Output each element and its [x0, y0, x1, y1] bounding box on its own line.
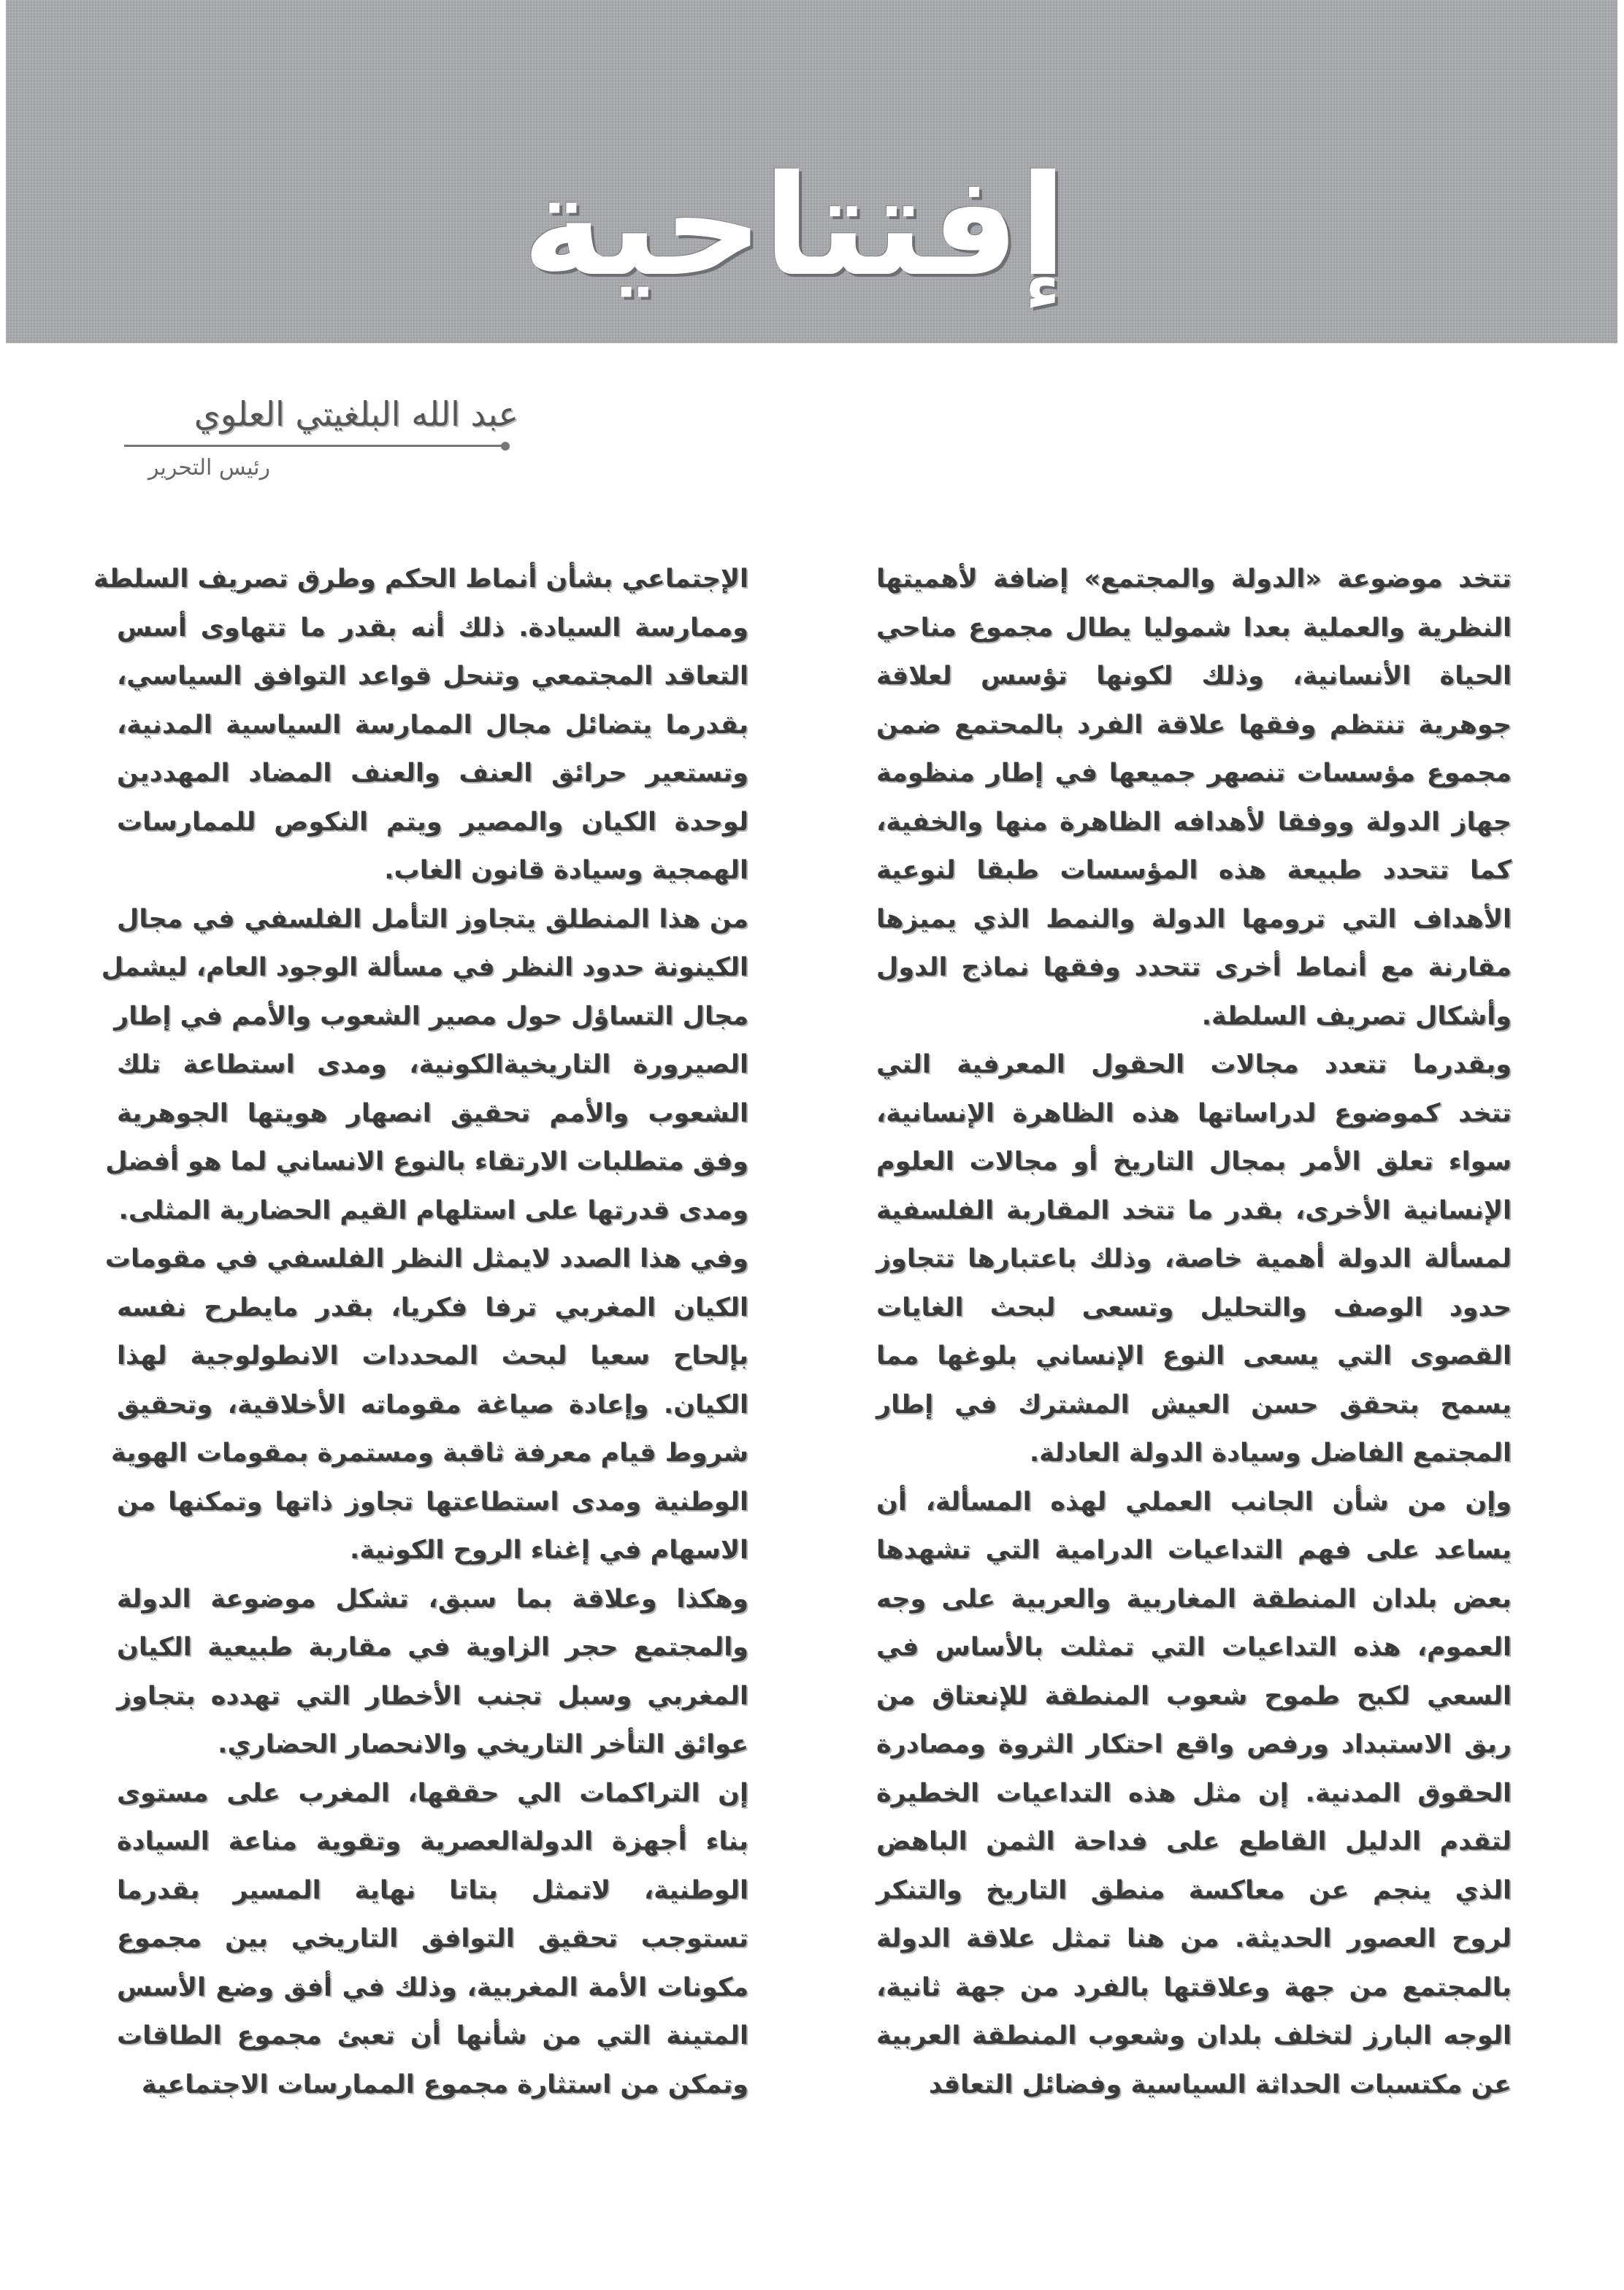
- byline: [110, 391, 518, 484]
- text-line: ربق الاستبداد ورفص واقع احتكار الثروة ومصادرة: [876, 1730, 1512, 1759]
- text-line: وممارسة السيادة. ذلك أنه بقدر ما تتهاوى أسس: [117, 613, 748, 643]
- page-title: إفتتاحية: [522, 145, 1067, 307]
- article-column-left: [93, 555, 748, 2109]
- author-role: رئيس التحرير: [148, 455, 270, 480]
- text-line: يسمح بتحقق حسن العيش المشترك في إطار: [876, 1390, 1512, 1420]
- text-line: لوحدة الكيان والمصير ويتم النكوص للممارسات: [117, 807, 748, 837]
- text-line: الوطنية ومدى استطاعتها تجاوز ذاتها وتمكنها من: [117, 1487, 748, 1517]
- text-line: الحياة الأنسانية، وذلك لكونها تؤسس لعلاقة: [876, 662, 1512, 691]
- text-line: جوهرية تنتظم وفقها علاقة الفرد بالمحتمع ضمن: [876, 710, 1512, 740]
- text-line: الوطنية، لاتمثل بتاتا نهاية المسير بقدرما: [117, 1875, 748, 1905]
- divider-line: [124, 445, 502, 447]
- text-line: الإنسانية الأخرى، بقدر ما تتخد المقاربة الفلسفية: [876, 1195, 1512, 1225]
- text-line: عن مكتسبات الحداثة السياسية وفضائل التعاقد: [928, 2069, 1512, 2099]
- article-paragraph: [104, 1235, 748, 1575]
- text-line: مكونات الأمة المغربية، وذلك في أفق وضع الأسس: [117, 1972, 748, 2002]
- text-line: الذي ينجم عن معاكسة منطق التاريخ والتنكر: [876, 1875, 1512, 1905]
- text-line: وهكذا وعلاقة بما سبق، تشكل موضوعة الدولة: [117, 1584, 748, 1614]
- text-line: لروح العصور الحديثة. من هنا تمثل علاقة الدولة: [876, 1924, 1512, 1953]
- text-line: حدود الوصف والتحليل وتسعى لبحث الغايات: [876, 1293, 1512, 1322]
- text-line: وبقدرما تتعدد مجالات الحقول المعرفية التي: [876, 1050, 1512, 1079]
- text-line: سواء تعلق الأمر بمجال التاريخ أو مجالات العلوم: [876, 1147, 1512, 1176]
- text-line: وإن من شأن الجانب العملي لهذه المسألة، أن: [876, 1487, 1512, 1517]
- text-line: ومدى قدرتها على استلهام القيم الحضارية المثلى.: [118, 1195, 748, 1225]
- text-line: النظرية والعملية بعدا شموليا يطال مجموع مناحي: [876, 613, 1512, 643]
- article-paragraph: [101, 895, 748, 1236]
- header-band: [6, 0, 1617, 343]
- text-line: الكيان. وإعادة صياغة مقوماته الأخلاقية، وتحقيق: [117, 1390, 748, 1420]
- text-line: السعي لكبح طموح شعوب المنطقة للإنعتاق من: [876, 1681, 1512, 1711]
- text-line: المتينة التي من شأنها أن تعبئ مجموع الطاقات: [117, 2021, 748, 2050]
- text-line: العموم، هذه التداعيات التي تمثلت بالأساس في: [876, 1633, 1512, 1662]
- text-line: يساعد على فهم التداعيات الدرامية التي تشهدها: [876, 1536, 1512, 1565]
- article-paragraph: [93, 555, 748, 895]
- text-line: الصيرورة التاريخيةالكونية، ومدى استطاعة تلك: [117, 1050, 748, 1079]
- text-line: الوجه البارز لتخلف بلدان وشعوب المنطقة العربية: [876, 2021, 1512, 2050]
- text-line: المغربي وسبل تجنب الأخطار التي تهدده بتجاوز: [117, 1681, 748, 1711]
- article-paragraph: [876, 1041, 1512, 1478]
- text-line: وفق متطلبات الارتقاء بالنوع الانساني لما هو أفضل: [105, 1147, 748, 1176]
- text-line: مقارنة مع أنماط أخرى تتحدد وفقها نماذج الدول: [876, 953, 1512, 982]
- text-line: الهمجية وسيادة قانون الغاب.: [384, 856, 748, 885]
- text-line: الكينونة حدود النظر في مسألة الوجود العام، ليشمل: [101, 953, 748, 982]
- text-line: القصوى التي يسعى النوع الإنساني بلوغها مما: [876, 1341, 1512, 1371]
- article-paragraph: [117, 1575, 748, 1769]
- text-line: وتستعير حرائق العنف والعنف المضاد المهددين: [117, 759, 748, 788]
- text-line: الشعوب والأمم تحقيق انصهار هويتها الجوهرية: [117, 1098, 748, 1128]
- text-line: الإجتماعي بشأن أنماط الحكم وطرق تصريف السلطة: [93, 564, 748, 594]
- text-line: بعض بلدان المنطقة المغاربية والعربية على وجه: [876, 1584, 1512, 1614]
- text-line: بقدرما يتضائل مجال الممارسة السياسية المدنية،: [117, 710, 748, 740]
- text-line: تتخد موضوعة «الدولة والمجتمع» إضافة لأهميتها: [876, 564, 1512, 594]
- text-line: وفي هذا الصدد لايمثل النظر الفلسفي في مقومات: [104, 1244, 748, 1274]
- divider-dot-icon: [501, 442, 510, 451]
- text-line: بالمجتمع من جهة وعلاقتها بالفرد من جهة ثانية،: [876, 1972, 1512, 2002]
- text-line: التعاقد المجتمعي وتنحل قواعد التوافق السياسي،: [117, 662, 748, 691]
- text-line: جهاز الدولة ووفقا لأهدافه الظاهرة منها والخفية،: [876, 807, 1512, 837]
- article-paragraph: [876, 555, 1512, 1041]
- text-line: مجال التساؤل حول مصير الشعوب والأمم في إطار: [114, 1001, 748, 1031]
- text-line: لتقدم الدليل القاطع على فداحة الثمن الباهض: [876, 1827, 1512, 1856]
- text-line: وأشكال تصريف السلطة.: [1201, 1001, 1512, 1031]
- text-line: من هذا المنطلق يتجاوز التأمل الفلسفي في مجال: [117, 904, 748, 934]
- text-line: الأهداف التي ترومها الدولة والنمط الذي يميزها: [876, 904, 1512, 934]
- text-line: مجموع مؤسسات تنصهر جميعها في إطار منظومة: [876, 759, 1512, 788]
- text-line: بإلحاح سعيا لبحث المحددات الانطولوجية لهذا: [117, 1341, 748, 1371]
- text-line: الكيان المغربي ترفا فكريا، بقدر مايطرح نفسه: [117, 1293, 748, 1322]
- text-line: الحقوق المدنية. إن مثل هذه التداعيات الخطيرة: [876, 1778, 1512, 1808]
- article-column-right: [876, 555, 1512, 2109]
- text-line: الاسهام في إغناء الروح الكونية.: [350, 1536, 748, 1565]
- text-line: كما تتحدد طبيعة هذه المؤسسات طبقا لنوعية: [876, 856, 1512, 885]
- text-line: عوائق التأخر التاريخي والانحصار الحضاري.: [218, 1730, 748, 1759]
- text-line: شروط قيام معرفة ثاقبة ومستمرة بمقومات الهوية: [111, 1439, 748, 1468]
- article-paragraph: [117, 1769, 748, 2110]
- text-line: المجتمع الفاضل وسيادة الدولة العادلة.: [1029, 1439, 1512, 1468]
- text-line: إن التراكمات الي حققها، المغرب على مستوى: [117, 1778, 748, 1808]
- text-line: تستوجب تحقيق التوافق التاريخي بين مجموع: [117, 1924, 748, 1953]
- text-line: لمسألة الدولة أهمية خاصة، وذلك باعتبارها تتجاوز: [876, 1244, 1512, 1274]
- author-name: عبد الله البلغيتي العلوي: [194, 394, 518, 434]
- text-line: تتخد كموضوع لدراساتها هذه الظاهرة الإنسانية،: [876, 1098, 1512, 1128]
- author-divider: [124, 442, 510, 449]
- text-line: وتمكن من استثارة مجموع الممارسات الاجتماعية: [141, 2069, 748, 2099]
- text-line: والمجتمع حجر الزاوية في مقاربة طبيعية الكيان: [117, 1633, 748, 1662]
- text-line: بناء أجهزة الدولةالعصرية وتقوية مناعة السيادة: [117, 1827, 748, 1856]
- article-paragraph: [876, 1478, 1512, 2110]
